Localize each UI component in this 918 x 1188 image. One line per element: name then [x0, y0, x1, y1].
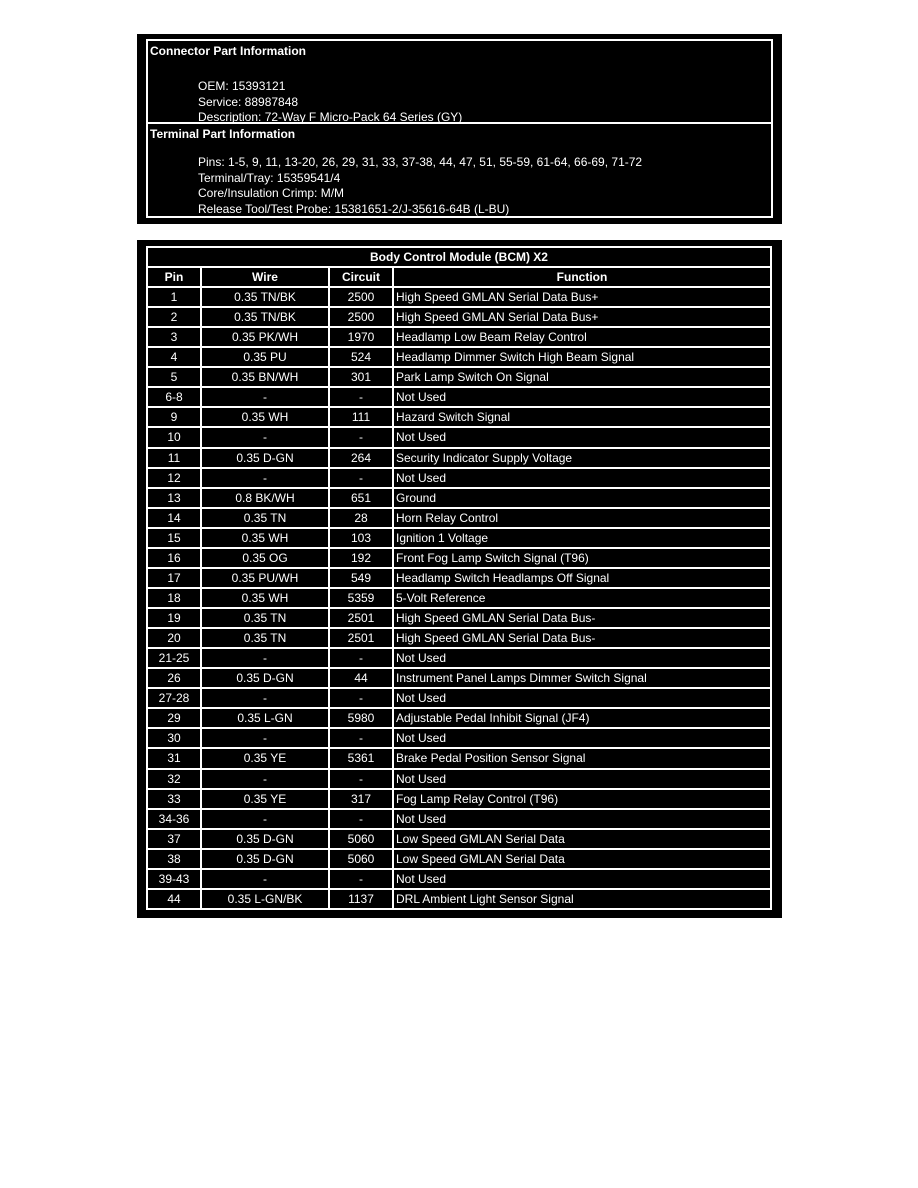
connector-part-title: Connector Part Information [150, 44, 307, 58]
function-cell: Headlamp Dimmer Switch High Beam Signal [393, 347, 771, 367]
connector-description: Description: 72-Way F Micro-Pack 64 Series (GY) [198, 110, 463, 124]
wire-cell: 0.35 OG [201, 548, 329, 568]
table-row [147, 347, 771, 367]
circuit-cell: 5361 [329, 748, 393, 768]
circuit-cell: 264 [329, 448, 393, 468]
table-row [147, 748, 771, 768]
pinout-table-body [147, 287, 771, 909]
table-row [147, 488, 771, 508]
wire-cell: - [201, 809, 329, 829]
function-cell: Not Used [393, 688, 771, 708]
table-row [147, 608, 771, 628]
pin-cell: 38 [147, 849, 201, 869]
pin-cell: 33 [147, 789, 201, 809]
table-header-row [147, 267, 771, 287]
pin-cell: 12 [147, 468, 201, 488]
wire-cell: 0.35 YE [201, 789, 329, 809]
terminal-part-section [148, 124, 771, 219]
wire-cell: - [201, 387, 329, 407]
wire-cell: - [201, 648, 329, 668]
table-row [147, 568, 771, 588]
circuit-cell: 1970 [329, 327, 393, 347]
circuit-cell: 301 [329, 367, 393, 387]
function-cell: Fog Lamp Relay Control (T96) [393, 789, 771, 809]
function-cell: Headlamp Low Beam Relay Control [393, 327, 771, 347]
terminal-pins: Pins: 1-5, 9, 11, 13-20, 26, 29, 31, 33, 37-38, 44, 47, 51, 55-59, 61-64, 66-69, 71-72 [198, 155, 643, 169]
table-row [147, 628, 771, 648]
table-row [147, 287, 771, 307]
circuit-cell: 5060 [329, 829, 393, 849]
wire-cell: 0.35 TN [201, 508, 329, 528]
circuit-cell: 111 [329, 407, 393, 427]
circuit-cell: 44 [329, 668, 393, 688]
circuit-cell: - [329, 688, 393, 708]
table-row [147, 448, 771, 468]
table-row [147, 829, 771, 849]
wire-cell: 0.35 D-GN [201, 668, 329, 688]
circuit-cell: 2500 [329, 307, 393, 327]
pin-cell: 19 [147, 608, 201, 628]
circuit-cell: - [329, 468, 393, 488]
function-cell: Low Speed GMLAN Serial Data [393, 829, 771, 849]
wire-cell: - [201, 427, 329, 447]
wire-cell: 0.35 WH [201, 528, 329, 548]
circuit-cell: - [329, 769, 393, 789]
pin-cell: 10 [147, 427, 201, 447]
terminal-crimp: Core/Insulation Crimp: M/M [198, 186, 345, 200]
table-row [147, 508, 771, 528]
circuit-cell: 192 [329, 548, 393, 568]
circuit-cell: 524 [329, 347, 393, 367]
wire-cell: - [201, 869, 329, 889]
pin-cell: 4 [147, 347, 201, 367]
table-row [147, 809, 771, 829]
table-row [147, 387, 771, 407]
header-wire: Wire [201, 267, 329, 287]
wire-cell: - [201, 769, 329, 789]
connector-oem: OEM: 15393121 [198, 79, 286, 93]
function-cell: Headlamp Switch Headlamps Off Signal [393, 568, 771, 588]
connector-part-section [148, 41, 771, 124]
part-information-box [146, 39, 773, 218]
wire-cell: 0.35 D-GN [201, 849, 329, 869]
terminal-release-tool: Release Tool/Test Probe: 15381651-2/J-35616-64B (L-BU) [198, 201, 510, 216]
function-cell: High Speed GMLAN Serial Data Bus- [393, 608, 771, 628]
pin-cell: 9 [147, 407, 201, 427]
function-cell: Not Used [393, 468, 771, 488]
wire-cell: 0.35 TN/BK [201, 287, 329, 307]
table-row [147, 728, 771, 748]
table-row [147, 307, 771, 327]
function-cell: Adjustable Pedal Inhibit Signal (JF4) [393, 708, 771, 728]
pin-cell: 21-25 [147, 648, 201, 668]
connector-part-lines [198, 79, 462, 126]
pinout-table [146, 246, 772, 910]
wire-cell: 0.35 TN [201, 608, 329, 628]
function-cell: High Speed GMLAN Serial Data Bus- [393, 628, 771, 648]
table-row [147, 769, 771, 789]
pin-cell: 17 [147, 568, 201, 588]
function-cell: Security Indicator Supply Voltage [393, 448, 771, 468]
function-cell: Not Used [393, 387, 771, 407]
circuit-cell: 2501 [329, 628, 393, 648]
circuit-cell: 1137 [329, 889, 393, 909]
function-cell: Horn Relay Control [393, 508, 771, 528]
table-row [147, 528, 771, 548]
header-circuit: Circuit [329, 267, 393, 287]
wire-cell: 0.35 YE [201, 748, 329, 768]
pin-cell: 5 [147, 367, 201, 387]
pin-cell: 13 [147, 488, 201, 508]
circuit-cell: 2501 [329, 608, 393, 628]
function-cell: Park Lamp Switch On Signal [393, 367, 771, 387]
table-row [147, 889, 771, 909]
table-row [147, 869, 771, 889]
function-cell: Ground [393, 488, 771, 508]
wire-cell: 0.35 L-GN [201, 708, 329, 728]
function-cell: Not Used [393, 427, 771, 447]
table-row [147, 468, 771, 488]
table-title: Body Control Module (BCM) X2 [147, 247, 771, 267]
pin-cell: 34-36 [147, 809, 201, 829]
circuit-cell: - [329, 869, 393, 889]
wire-cell: 0.35 TN/BK [201, 307, 329, 327]
header-pin: Pin [147, 267, 201, 287]
circuit-cell: - [329, 648, 393, 668]
function-cell: High Speed GMLAN Serial Data Bus+ [393, 307, 771, 327]
wire-cell: - [201, 728, 329, 748]
wire-cell: 0.35 PU/WH [201, 568, 329, 588]
pin-cell: 31 [147, 748, 201, 768]
wire-cell: 0.35 TN [201, 628, 329, 648]
table-row [147, 648, 771, 668]
function-cell: Low Speed GMLAN Serial Data [393, 849, 771, 869]
circuit-cell: - [329, 728, 393, 748]
pin-cell: 29 [147, 708, 201, 728]
pin-cell: 18 [147, 588, 201, 608]
pin-cell: 44 [147, 889, 201, 909]
wire-cell: - [201, 468, 329, 488]
connector-service: Service: 88987848 [198, 94, 299, 109]
circuit-cell: - [329, 427, 393, 447]
wire-cell: 0.35 BN/WH [201, 367, 329, 387]
function-cell: 5-Volt Reference [393, 588, 771, 608]
table-row [147, 849, 771, 869]
table-row [147, 789, 771, 809]
table-row [147, 588, 771, 608]
wire-cell: 0.35 WH [201, 588, 329, 608]
circuit-cell: 317 [329, 789, 393, 809]
wire-cell: 0.35 WH [201, 407, 329, 427]
table-row [147, 367, 771, 387]
function-cell: High Speed GMLAN Serial Data Bus+ [393, 287, 771, 307]
wire-cell: - [201, 688, 329, 708]
pin-cell: 26 [147, 668, 201, 688]
table-row [147, 548, 771, 568]
function-cell: Not Used [393, 728, 771, 748]
circuit-cell: 651 [329, 488, 393, 508]
pin-cell: 30 [147, 728, 201, 748]
pin-cell: 37 [147, 829, 201, 849]
circuit-cell: 103 [329, 528, 393, 548]
function-cell: Not Used [393, 648, 771, 668]
pin-cell: 11 [147, 448, 201, 468]
pin-cell: 16 [147, 548, 201, 568]
function-cell: Not Used [393, 809, 771, 829]
wire-cell: 0.35 D-GN [201, 829, 329, 849]
circuit-cell: 5980 [329, 708, 393, 728]
table-row [147, 327, 771, 347]
function-cell: Not Used [393, 869, 771, 889]
circuit-cell: - [329, 387, 393, 407]
pin-cell: 6-8 [147, 387, 201, 407]
circuit-cell: 5060 [329, 849, 393, 869]
function-cell: Brake Pedal Position Sensor Signal [393, 748, 771, 768]
pin-cell: 32 [147, 769, 201, 789]
pin-cell: 39-43 [147, 869, 201, 889]
circuit-cell: 2500 [329, 287, 393, 307]
pin-cell: 14 [147, 508, 201, 528]
terminal-tray: Terminal/Tray: 15359541/4 [198, 170, 341, 185]
pin-cell: 1 [147, 287, 201, 307]
function-cell: Hazard Switch Signal [393, 407, 771, 427]
circuit-cell: 5359 [329, 588, 393, 608]
pinout-panel [137, 240, 782, 918]
pin-cell: 20 [147, 628, 201, 648]
pin-cell: 27-28 [147, 688, 201, 708]
wire-cell: 0.35 L-GN/BK [201, 889, 329, 909]
pin-cell: 15 [147, 528, 201, 548]
table-row [147, 427, 771, 447]
table-title-row [147, 247, 771, 267]
circuit-cell: 549 [329, 568, 393, 588]
table-row [147, 708, 771, 728]
circuit-cell: 28 [329, 508, 393, 528]
terminal-part-title: Terminal Part Information [150, 127, 296, 141]
function-cell: DRL Ambient Light Sensor Signal [393, 889, 771, 909]
function-cell: Instrument Panel Lamps Dimmer Switch Signal [393, 668, 771, 688]
header-function: Function [393, 267, 771, 287]
terminal-part-lines [198, 155, 642, 217]
function-cell: Not Used [393, 769, 771, 789]
function-cell: Front Fog Lamp Switch Signal (T96) [393, 548, 771, 568]
wire-cell: 0.35 PK/WH [201, 327, 329, 347]
pin-cell: 2 [147, 307, 201, 327]
pin-cell: 3 [147, 327, 201, 347]
wire-cell: 0.35 PU [201, 347, 329, 367]
table-row [147, 407, 771, 427]
circuit-cell: - [329, 809, 393, 829]
wire-cell: 0.35 D-GN [201, 448, 329, 468]
part-information-panel [137, 34, 782, 224]
table-row [147, 668, 771, 688]
wire-cell: 0.8 BK/WH [201, 488, 329, 508]
table-row [147, 688, 771, 708]
function-cell: Ignition 1 Voltage [393, 528, 771, 548]
